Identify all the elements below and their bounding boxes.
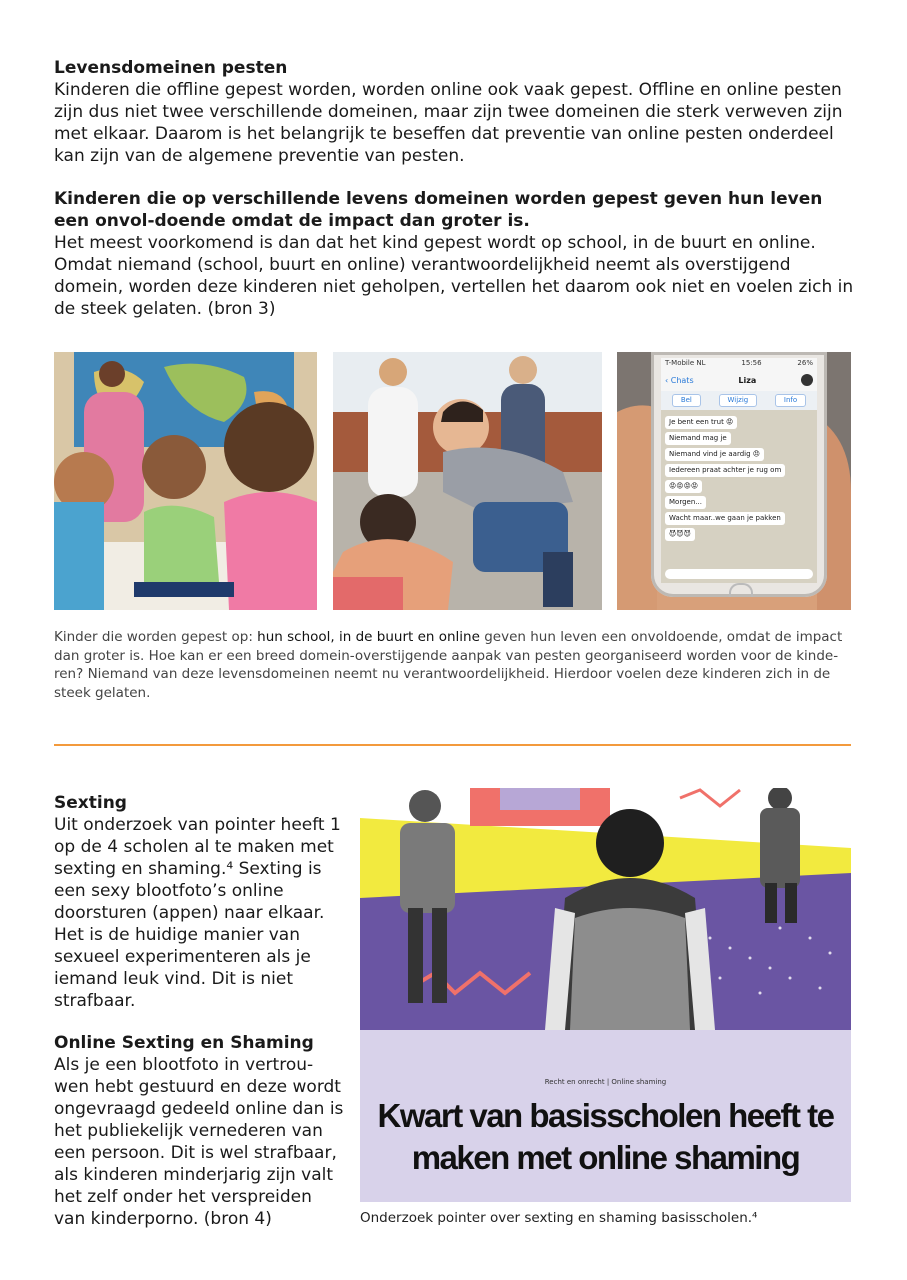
playground-photo xyxy=(333,352,602,610)
poster-illustration xyxy=(360,788,851,1030)
poster-caption: Onderzoek pointer over sexting en shaming basisscholen.⁴ xyxy=(360,1210,758,1226)
poster-kicker: Recht en onrecht | Online shaming xyxy=(544,1078,667,1086)
sexting-heading: Sexting xyxy=(54,793,127,813)
chat-header xyxy=(661,369,817,391)
phone-device xyxy=(651,352,827,597)
message-bubble: Je bent een trut 😡 xyxy=(665,416,737,429)
status-time: 15:56 xyxy=(741,359,762,367)
sexting-body: Uit onderzoek van pointer heeft 1 op de 4 scholen al te maken met sexting en shaming.⁴ Sexting is een sexy blootfoto’s online doorsturen (appen) naar elkaar. Het is de huidige manier van sexueel experimenteren als je iemand leuk vind. Dit is niet strafbaar. xyxy=(54,815,341,1011)
section-heading: Kinderen die op verschillende levens domeinen worden gepest geven hun leven een onvol-doende omdat de impact dan groter is. xyxy=(54,189,823,231)
back-label: Chats xyxy=(670,375,694,385)
phone-photo xyxy=(617,352,851,610)
intro-section xyxy=(54,57,854,167)
message-bubble: Niemand vind je aardig 😠 xyxy=(665,448,764,461)
section-body: Het meest voorkomend is dan dat het kind gepest wordt op school, in de buurt en online. Omdat niemand (school, buurt en online) verantwoordelijkheid neemt als overstijgend domein, worden deze kinderen niet geholpen, vertellen het daarom ook niet en voelen zich in de steek gelaten. (bron 3) xyxy=(54,233,854,319)
call-button[interactable]: Bel xyxy=(672,394,701,407)
classroom-illustration xyxy=(54,352,317,610)
photo-caption xyxy=(54,628,854,702)
caption-highlight: hun school, in de buurt en online xyxy=(257,629,480,645)
section-heading: Levensdomeinen pesten xyxy=(54,58,288,78)
phone-screen xyxy=(661,358,817,583)
status-carrier: T-Mobile NL xyxy=(665,359,706,367)
poster-headline-line2: maken met online shaming xyxy=(411,1139,800,1176)
info-button[interactable]: Info xyxy=(775,394,806,407)
sexting-section xyxy=(54,792,344,1012)
message-bubble: 😡😡😡😡 xyxy=(665,480,702,493)
message-bubble: Iedereen praat achter je rug om xyxy=(665,464,785,477)
message-bubble: Morgen... xyxy=(665,496,706,509)
contact-name: Liza xyxy=(738,375,757,385)
chat-messages xyxy=(661,410,817,547)
back-button[interactable]: ‹ Chats xyxy=(665,375,694,385)
domains-section xyxy=(54,188,854,320)
status-battery: 26% xyxy=(797,359,813,367)
message-bubble: Wacht maar..we gaan je pakken xyxy=(665,512,785,525)
section-divider xyxy=(54,744,851,746)
status-bar xyxy=(661,358,817,369)
shaming-body: Als je een blootfoto in vertrou-wen hebt gestuurd en deze wordt ongevraagd gedeeld online dan is het publiekelijk vernederen van een persoon. Dit is wel strafbaar, als kinderen minderjarig zijn valt het zelf onder het verspreiden van kinderporno. (bron 4) xyxy=(54,1055,344,1229)
article-poster xyxy=(360,788,851,1202)
shaming-heading: Online Sexting en Shaming xyxy=(54,1033,314,1053)
caption-pre: Kinder die worden gepest op: xyxy=(54,629,258,645)
home-button[interactable] xyxy=(729,583,753,597)
chat-actions xyxy=(661,391,817,410)
classroom-photo xyxy=(54,352,317,610)
message-bubble: Niemand mag je xyxy=(665,432,731,445)
message-input[interactable] xyxy=(665,569,813,579)
section-body: Kinderen die offline gepest worden, worden online ook vaak gepest. Offline en online pesten zijn dus niet twee verschillende domeinen, maar zijn twee domeinen die sterk verweven zijn met elkaar. Daarom is het belangrijk te beseffen dat preventie van online pesten onderdeel kan zijn van de algemene preventie van pesten. xyxy=(54,80,843,166)
message-bubble: 😈😈😈 xyxy=(665,528,695,541)
edit-button[interactable]: Wijzig xyxy=(719,394,758,407)
playground-illustration xyxy=(333,352,602,610)
shaming-section xyxy=(54,1032,344,1230)
contact-avatar[interactable] xyxy=(801,374,813,386)
poster-headline-line1: Kwart van basisscholen heeft te xyxy=(377,1097,834,1134)
caption-post: geven hun leven een onvoldoende, omdat de impact dan groter is. Hoe kan er een breed domein-overstijgende aanpak van pesten georganiseerd worden voor de kinde-ren? Niemand van deze levensdomeinen neemt nu verantwoordelijkheid. Hierdoor voelen deze kinderen zich in de steek gelaten. xyxy=(54,629,843,701)
